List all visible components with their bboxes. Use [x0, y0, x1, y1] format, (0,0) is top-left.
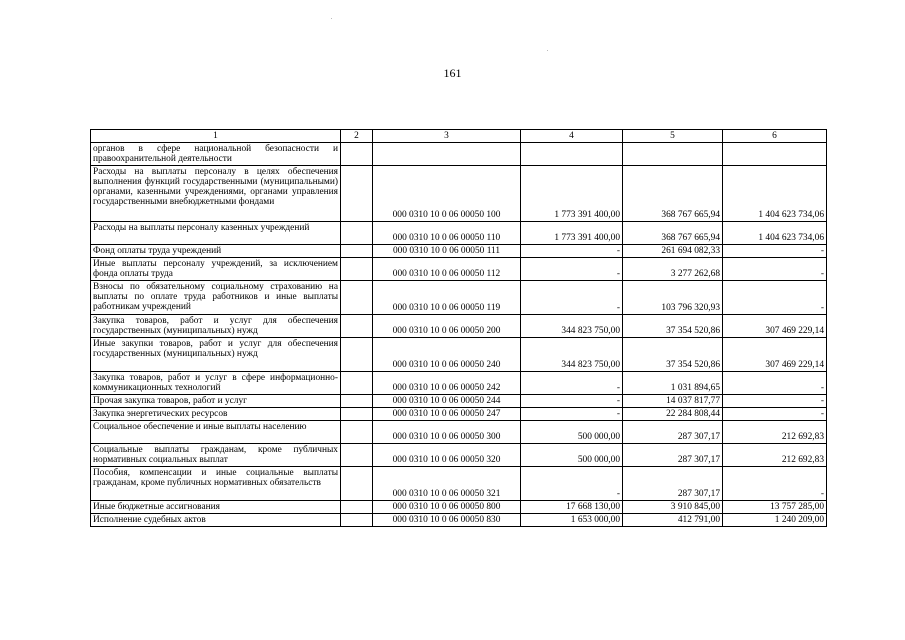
row-code: 000 0310 10 0 06 00050 200: [373, 315, 521, 338]
row-value-6: -: [723, 258, 827, 281]
row-value-5: 287 307,17: [623, 421, 723, 444]
table-row: [91, 408, 827, 421]
row-value-4: 1 773 391 400,00: [521, 166, 623, 222]
row-value-4: -: [521, 245, 623, 258]
row-col2: [341, 281, 373, 315]
row-value-5: 37 354 520,86: [623, 338, 723, 372]
row-col2: [341, 222, 373, 245]
table-row: [91, 467, 827, 501]
row-value-4: 1 653 000,00: [521, 514, 623, 527]
row-value-5: 3 910 845,00: [623, 501, 723, 514]
row-value-4: -: [521, 395, 623, 408]
row-value-6: 1 404 623 734,06: [723, 166, 827, 222]
row-value-5: [623, 143, 723, 166]
row-col2: [341, 315, 373, 338]
row-name: Исполнение судебных актов: [91, 514, 341, 527]
column-header-6: 6: [723, 130, 827, 143]
row-col2: [341, 421, 373, 444]
column-header-2: 2: [341, 130, 373, 143]
row-code: 000 0310 10 0 06 00050 247: [373, 408, 521, 421]
row-value-6: -: [723, 395, 827, 408]
row-value-4: [521, 143, 623, 166]
row-value-4: -: [521, 408, 623, 421]
row-name: Закупка товаров, работ и услуг для обеспечения государственных (муниципальных) нужд: [91, 315, 341, 338]
row-name: органов в сфере национальной безопасности и правоохранительной деятельности: [91, 143, 341, 166]
row-code: 000 0310 10 0 06 00050 240: [373, 338, 521, 372]
row-name: Иные закупки товаров, работ и услуг для обеспечения государственных (муниципальных) нужд: [91, 338, 341, 372]
row-col2: [341, 395, 373, 408]
row-value-4: 1 773 391 400,00: [521, 222, 623, 245]
row-value-6: [723, 143, 827, 166]
row-value-5: 287 307,17: [623, 467, 723, 501]
column-header-4: 4: [521, 130, 623, 143]
row-value-6: 1 404 623 734,06: [723, 222, 827, 245]
table-row: [91, 258, 827, 281]
row-value-4: -: [521, 281, 623, 315]
row-value-4: 500 000,00: [521, 444, 623, 467]
row-name: Социальное обеспечение и иные выплаты населению: [91, 421, 341, 444]
row-name: Закупка энергетических ресурсов: [91, 408, 341, 421]
row-col2: [341, 143, 373, 166]
row-col2: [341, 467, 373, 501]
row-value-4: 344 823 750,00: [521, 338, 623, 372]
row-col2: [341, 372, 373, 395]
row-value-4: 17 668 130,00: [521, 501, 623, 514]
row-col2: [341, 258, 373, 281]
row-col2: [341, 338, 373, 372]
scan-speck: [547, 50, 548, 51]
row-col2: [341, 501, 373, 514]
table-header-row: [91, 130, 827, 143]
row-name: Фонд оплаты труда учреждений: [91, 245, 341, 258]
row-value-6: 1 240 209,00: [723, 514, 827, 527]
budget-table: [90, 129, 827, 527]
row-value-4: -: [521, 258, 623, 281]
column-header-3: 3: [373, 130, 521, 143]
row-value-6: 13 757 285,00: [723, 501, 827, 514]
row-name: Расходы на выплаты персоналу в целях обеспечения выполнения функций государственными (муниципальными) органами, казенными учреждениями, органами управления государственными внебюджетными фондами: [91, 166, 341, 222]
table-row: [91, 444, 827, 467]
row-col2: [341, 444, 373, 467]
row-code: 000 0310 10 0 06 00050 300: [373, 421, 521, 444]
row-value-5: 103 796 320,93: [623, 281, 723, 315]
row-col2: [341, 408, 373, 421]
row-name: Взносы по обязательному социальному страхованию на выплаты по оплате труда работников и иные выплаты работникам учреждений: [91, 281, 341, 315]
page-number: 161: [443, 66, 462, 80]
row-code: 000 0310 10 0 06 00050 830: [373, 514, 521, 527]
row-code: [373, 143, 521, 166]
row-value-5: 261 694 082,33: [623, 245, 723, 258]
row-value-6: 212 692,83: [723, 421, 827, 444]
budget-table-body: [91, 130, 827, 527]
row-value-5: 3 277 262,68: [623, 258, 723, 281]
row-name: Иные выплаты персоналу учреждений, за исключением фонда оплаты труда: [91, 258, 341, 281]
row-code: 000 0310 10 0 06 00050 242: [373, 372, 521, 395]
row-value-6: 307 469 229,14: [723, 338, 827, 372]
row-name: Пособия, компенсации и иные социальные выплаты гражданам, кроме публичных нормативных обязательств: [91, 467, 341, 501]
table-row: [91, 143, 827, 166]
row-value-6: -: [723, 467, 827, 501]
row-code: 000 0310 10 0 06 00050 800: [373, 501, 521, 514]
column-header-5: 5: [623, 130, 723, 143]
row-value-4: 500 000,00: [521, 421, 623, 444]
row-name: Расходы на выплаты персоналу казенных учреждений: [91, 222, 341, 245]
row-code: 000 0310 10 0 06 00050 119: [373, 281, 521, 315]
row-value-6: 307 469 229,14: [723, 315, 827, 338]
table-row: [91, 501, 827, 514]
row-value-5: 368 767 665,94: [623, 166, 723, 222]
row-name: Закупка товаров, работ и услуг в сфере информационно-коммуникационных технологий: [91, 372, 341, 395]
row-code: 000 0310 10 0 06 00050 112: [373, 258, 521, 281]
table-row: [91, 222, 827, 245]
row-value-6: -: [723, 281, 827, 315]
row-name: Социальные выплаты гражданам, кроме публичных нормативных социальных выплат: [91, 444, 341, 467]
table-row: [91, 421, 827, 444]
row-col2: [341, 514, 373, 527]
row-code: 000 0310 10 0 06 00050 111: [373, 245, 521, 258]
table-row: [91, 315, 827, 338]
table-row: [91, 514, 827, 527]
row-code: 000 0310 10 0 06 00050 321: [373, 467, 521, 501]
row-code: 000 0310 10 0 06 00050 244: [373, 395, 521, 408]
table-row: [91, 245, 827, 258]
row-value-6: 212 692,83: [723, 444, 827, 467]
row-value-5: 14 037 817,77: [623, 395, 723, 408]
row-value-5: 412 791,00: [623, 514, 723, 527]
row-value-5: 22 284 808,44: [623, 408, 723, 421]
row-value-5: 37 354 520,86: [623, 315, 723, 338]
table-row: [91, 338, 827, 372]
row-value-6: -: [723, 408, 827, 421]
row-col2: [341, 166, 373, 222]
column-header-1: 1: [91, 130, 341, 143]
row-code: 000 0310 10 0 06 00050 100: [373, 166, 521, 222]
row-value-6: -: [723, 245, 827, 258]
row-code: 000 0310 10 0 06 00050 320: [373, 444, 521, 467]
table-row: [91, 281, 827, 315]
row-name: Прочая закупка товаров, работ и услуг: [91, 395, 341, 408]
table-row: [91, 372, 827, 395]
table-row: [91, 395, 827, 408]
row-value-5: 287 307,17: [623, 444, 723, 467]
row-col2: [341, 245, 373, 258]
row-value-4: 344 823 750,00: [521, 315, 623, 338]
row-value-5: 368 767 665,94: [623, 222, 723, 245]
row-code: 000 0310 10 0 06 00050 110: [373, 222, 521, 245]
row-value-6: -: [723, 372, 827, 395]
row-value-4: -: [521, 467, 623, 501]
table-row: [91, 166, 827, 222]
scan-speck: [331, 18, 332, 19]
row-value-5: 1 031 894,65: [623, 372, 723, 395]
row-value-4: -: [521, 372, 623, 395]
row-name: Иные бюджетные ассигнования: [91, 501, 341, 514]
